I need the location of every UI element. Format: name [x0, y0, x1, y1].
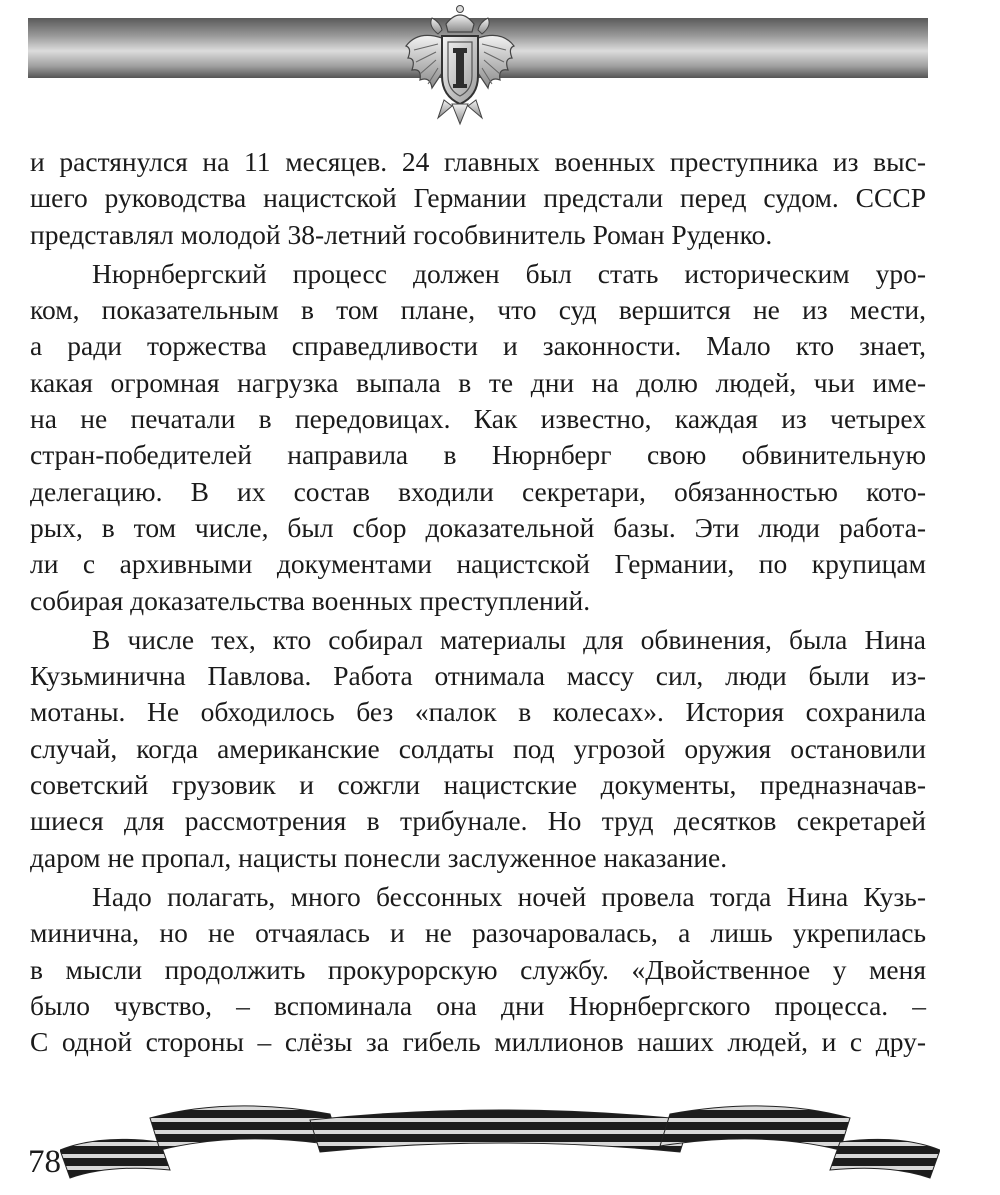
prosecutor-emblem-icon [398, 0, 522, 130]
page-number: 78 [28, 1144, 61, 1180]
text-line: рых, в том числе, был сбор доказательной базы. Эти люди работа- [30, 511, 926, 543]
paragraph [30, 622, 926, 876]
text-line: делегацию. В их состав входили секретари, обязанностью кото- [30, 475, 926, 507]
paragraph [30, 879, 926, 1060]
body-text [30, 144, 926, 1060]
text-line: и растянулся на 11 месяцев. 24 главных военных преступника из выс- [30, 146, 926, 177]
text-line: мотаны. Не обходилось без «палок в колесах». История сохранила [30, 696, 926, 728]
text-line: С одной стороны – слёзы за гибель миллионов наших людей, и с дру- [30, 1026, 926, 1058]
text-line: минична, но не отчаялась и не разочаровалась, а лишь укрепилась [30, 917, 926, 949]
text-line: какая огромная нагрузка выпала в те дни на долю людей, чьи име- [30, 366, 926, 398]
text-line: Надо полагать, много бессонных ночей провела тогда Нина Кузь- [92, 880, 926, 912]
text-line: а ради торжества справедливости и законности. Мало кто знает, [30, 330, 926, 362]
paragraph [30, 144, 926, 253]
text-line: на не печатали в передовицах. Как известно, каждая из четырех [30, 403, 926, 435]
text-line: В числе тех, кто собирал материалы для обвинения, была Нина [92, 623, 926, 655]
text-line: в мысли продолжить прокурорскую службу. «Двойственное у меня [30, 953, 926, 985]
st-george-ribbon-icon [60, 1090, 940, 1190]
paragraph [30, 256, 926, 619]
text-line: собирая доказательства военных преступлений. [30, 584, 591, 616]
text-line: даром не пропал, нацисты понесли заслуженное наказание. [30, 841, 728, 873]
text-line: представлял молодой 38-летний гособвинитель Роман Руденко. [30, 218, 773, 250]
text-line: Нюрнбергский процесс должен был стать историческим уро- [92, 257, 926, 289]
text-line: стран-победителей направила в Нюрнберг свою обвинительную [30, 439, 926, 471]
text-line: Кузьминична Павлова. Работа отнимала массу сил, люди были из- [30, 660, 926, 692]
text-line: советский грузовик и сожгли нацистские документы, предназначав- [30, 769, 926, 801]
text-line: шего руководства нацистской Германии предстали перед судом. СССР [30, 182, 926, 214]
text-line: было чувство, – вспоминала она дни Нюрнбергского процесса. – [30, 989, 926, 1021]
text-line: шиеся для рассмотрения в трибунале. Но труд десятков секретарей [30, 805, 926, 837]
text-line: ли с архивными документами нацистской Германии, по крупицам [30, 548, 926, 580]
text-line: ком, показательным в том плане, что суд вершится не из мести, [30, 294, 926, 326]
text-line: случай, когда американские солдаты под угрозой оружия остановили [30, 732, 926, 764]
